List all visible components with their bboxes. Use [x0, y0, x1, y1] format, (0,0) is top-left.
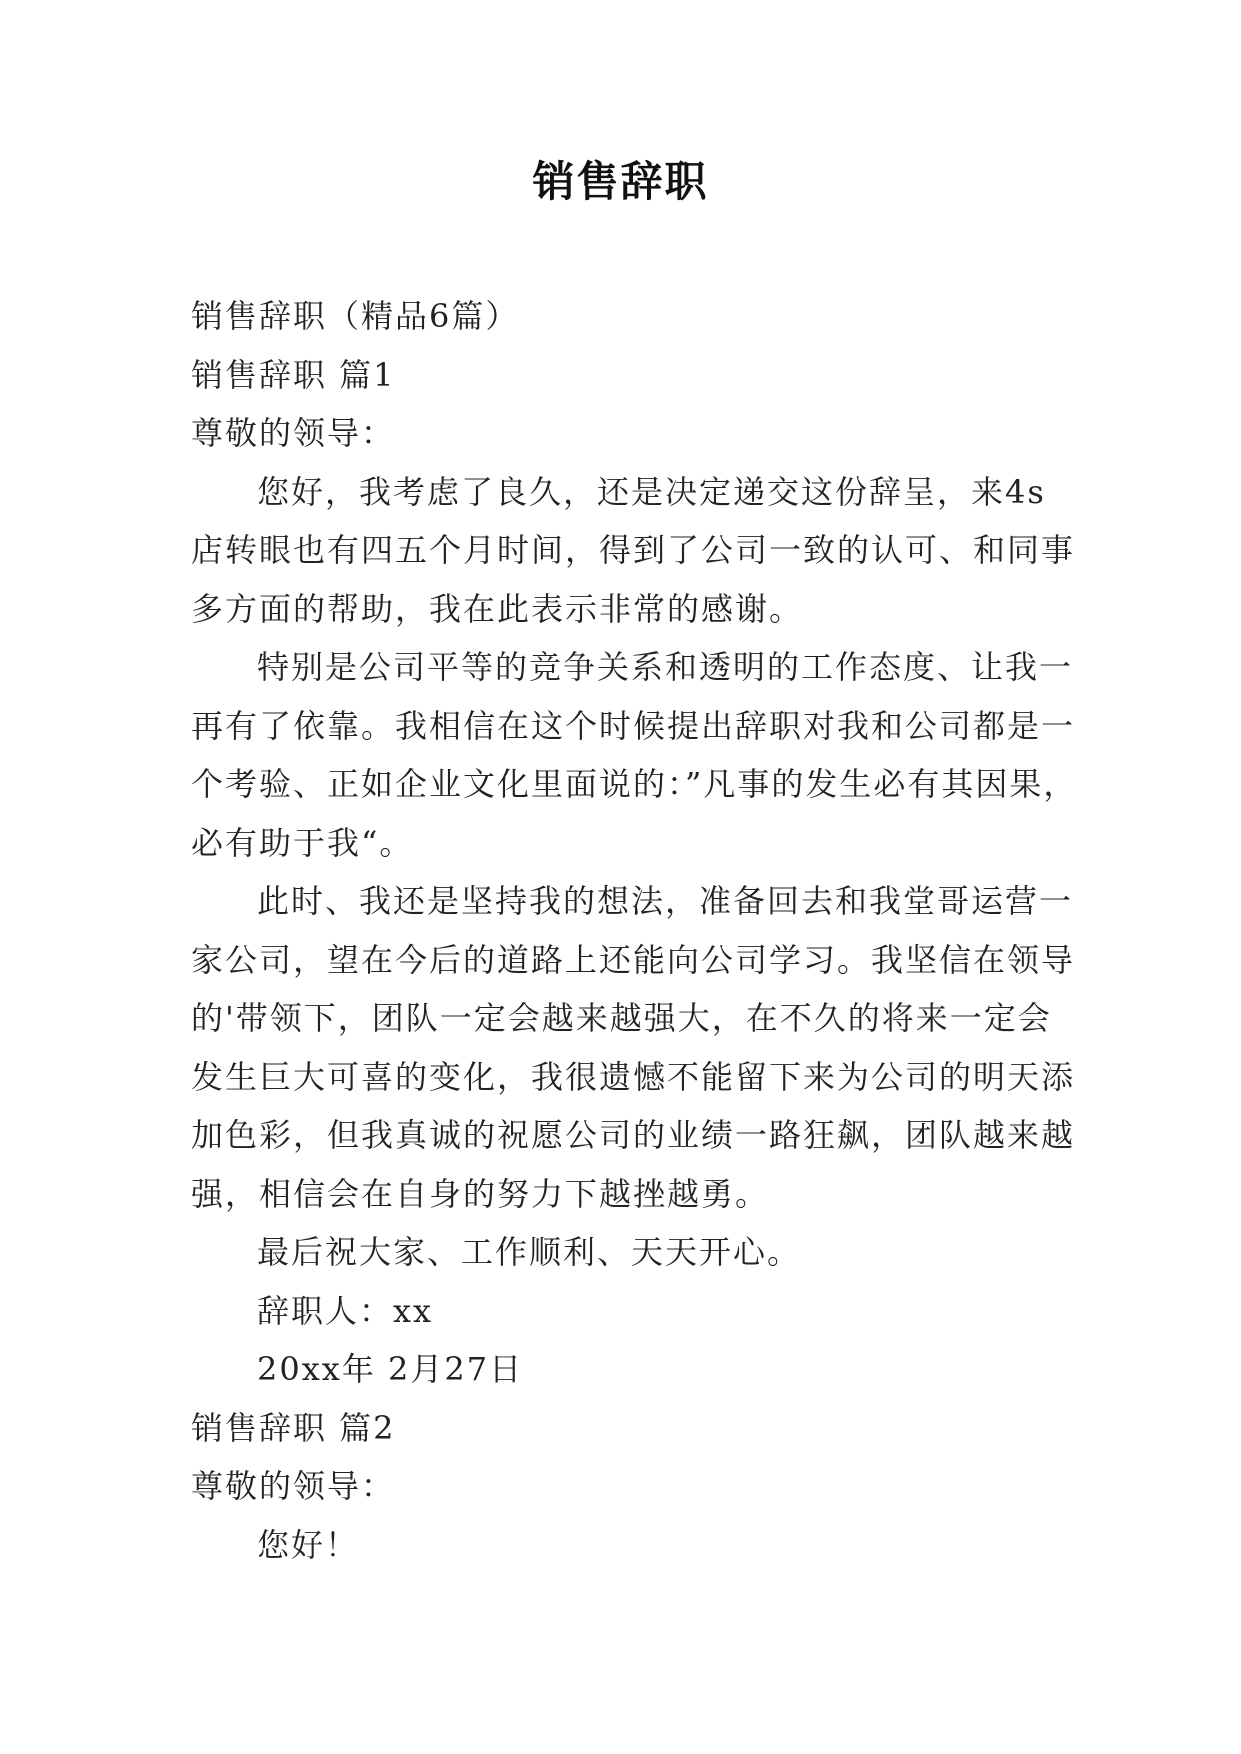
body-line: 尊敬的领导：: [191, 1467, 396, 1505]
body-line: 销售辞职 篇2: [191, 1408, 396, 1447]
body-line: 20xx年 2月27日: [257, 1350, 524, 1388]
body-line: 店转眼也有四五个月时间，得到了公司一致的认可、和同事: [191, 531, 1076, 569]
body-line: 特别是公司平等的竞争关系和透明的工作态度、让我一: [257, 648, 1074, 686]
body-line: 此时、我还是坚持我的想法，准备回去和我堂哥运营一: [257, 882, 1074, 920]
document-body: [191, 287, 1078, 1574]
body-line: 的'带领下，团队一定会越来越强大，在不久的将来一定会: [191, 999, 1052, 1037]
body-line: 辞职人：xx: [257, 1291, 434, 1330]
body-line: 多方面的帮助，我在此表示非常的感谢。: [191, 589, 804, 628]
body-line: 尊敬的领导：: [191, 414, 396, 452]
body-line: 强，相信会在自身的努力下越挫越勇。: [191, 1174, 770, 1213]
body-line: 发生巨大可喜的变化，我很遗憾不能留下来为公司的明天添: [191, 1057, 1076, 1096]
body-line: 销售辞职（精品6篇）: [191, 297, 520, 335]
body-line: 家公司，望在今后的道路上还能向公司学习。我坚信在领导: [191, 940, 1076, 979]
body-line: 最后祝大家、工作顺利、天天开心。: [257, 1233, 802, 1271]
document-title: 销售辞职: [532, 157, 709, 206]
body-line: 加色彩，但我真诚的祝愿公司的业绩一路狂飙，团队越来越: [191, 1116, 1076, 1154]
body-line: 您好！: [257, 1525, 360, 1564]
body-line: 个考验、正如企业文化里面说的：”凡事的发生必有其因果，: [191, 765, 1078, 803]
body-line: 您好，我考虑了良久，还是决定递交这份辞呈，来4s: [257, 472, 1046, 511]
body-line: 销售辞职 篇1: [191, 355, 396, 394]
body-line: 必有助于我“。: [191, 823, 414, 862]
body-line: 再有了依靠。我相信在这个时候提出辞职对我和公司都是一: [191, 706, 1076, 745]
